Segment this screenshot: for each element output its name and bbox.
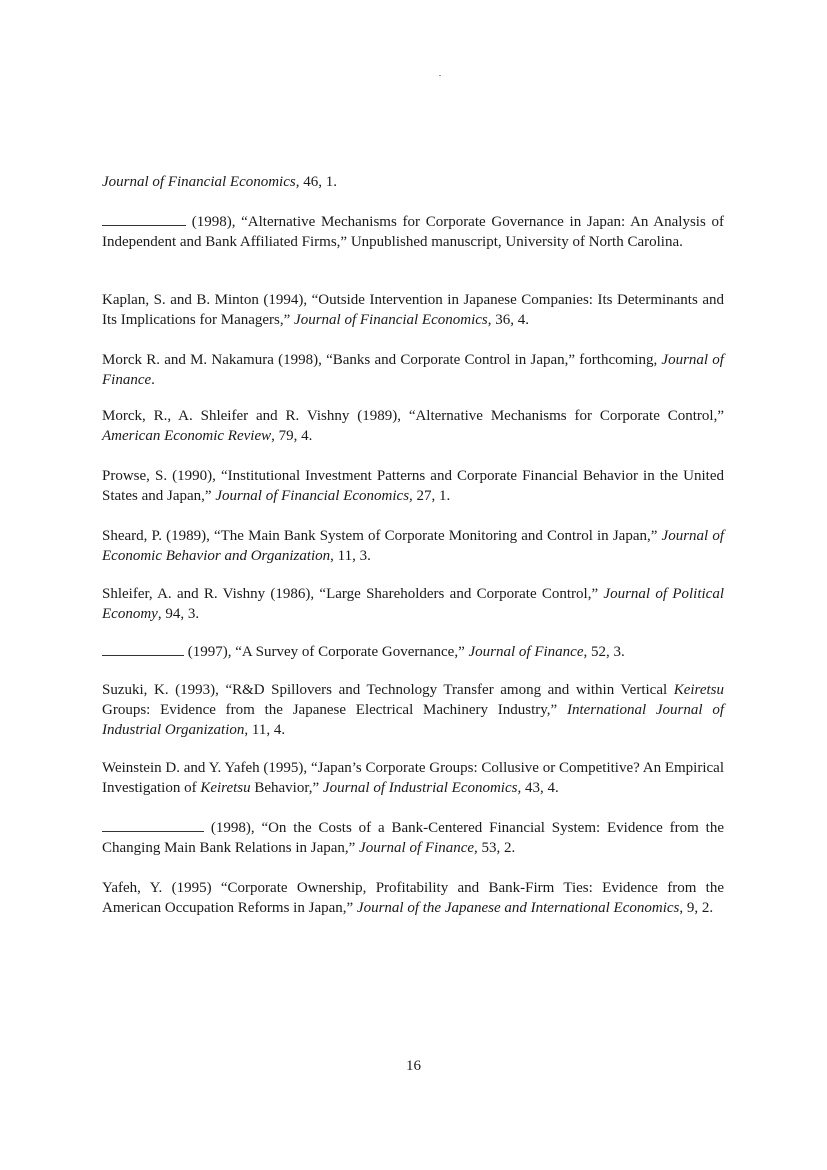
reference-entry — [102, 878, 724, 918]
reference-journal-title: American Economic Review — [102, 428, 272, 444]
reference-journal-title: International Journal of Industrial Organization — [102, 702, 724, 738]
reference-text: , 9, 2. — [679, 900, 714, 916]
reference-journal-title: Journal of Financial Economics — [294, 312, 488, 328]
reference-text: Behavior,” — [250, 780, 323, 796]
reference-text: Suzuki, K. (1993), “R&D Spillovers and Technology Transfer among and within Vertical — [102, 682, 674, 698]
reference-entry — [102, 406, 724, 446]
reference-journal-title: Journal of Industrial Economics — [322, 780, 518, 796]
reference-text: Morck, R., A. Shleifer and R. Vishny (1989), “Alternative Mechanisms for Corporate Control,” — [102, 408, 724, 424]
reference-text: Groups: Evidence from the Japanese Electrical Machinery Industry,” — [102, 702, 567, 718]
reference-text: , 11, 3. — [330, 548, 371, 564]
reference-text: Morck R. and M. Nakamura (1998), “Banks and Corporate Control in Japan,” forthcoming, — [102, 352, 662, 368]
scan-artifact — [439, 75, 441, 76]
reference-entry — [102, 758, 724, 798]
reference-journal-title: Journal of Financial Economics — [215, 488, 410, 504]
reference-entry — [102, 526, 724, 566]
reference-entry — [102, 350, 724, 390]
reference-journal-title: Journal of Finance — [468, 644, 584, 660]
reference-text: , 36, 4. — [487, 312, 529, 328]
reference-text: Prowse, S. (1990), “Institutional Investment Patterns and Corporate Financial Behavior in the United States and Japan,” — [102, 468, 724, 504]
reference-text: , 79, 4. — [271, 428, 313, 444]
reference-text: Shleifer, A. and R. Vishny (1986), “Large Shareholders and Corporate Control,” — [102, 586, 604, 602]
reference-text: , 27, 1. — [409, 488, 451, 504]
reference-journal-title: Journal of Financial Economics — [102, 174, 296, 190]
reference-text: Kaplan, S. and B. Minton (1994), “Outside Intervention in Japanese Companies: Its Determinants and Its Implications for Managers,” — [102, 292, 724, 328]
reference-entry — [102, 680, 724, 740]
reference-journal-title: Journal of the Japanese and International Economics — [356, 900, 680, 916]
reference-text: , 46, 1. — [295, 174, 337, 190]
reference-journal-title: Journal of Economic Behavior and Organization — [102, 528, 724, 564]
reference-text: (1998), “Alternative Mechanisms for Corporate Governance in Japan: An Analysis of Independent and Bank Affiliated Firms,” Unpublished manuscript, University of North Carolina. — [102, 214, 724, 250]
reference-entry — [102, 290, 724, 330]
reference-journal-title: Journal of Finance — [359, 840, 475, 856]
reference-text: , 94, 3. — [157, 606, 200, 622]
page-number: 16 — [406, 1058, 421, 1074]
reference-entry — [102, 642, 724, 662]
reference-text: , 43, 4. — [517, 780, 559, 796]
reference-journal-title: Journal of Political Economy — [102, 586, 724, 622]
reference-journal-title: Keiretsu — [673, 682, 724, 698]
author-repeat-dash — [102, 819, 204, 832]
reference-journal-title: Keiretsu — [200, 780, 251, 796]
author-repeat-dash — [102, 643, 184, 656]
reference-text: (1997), “A Survey of Corporate Governance,” — [184, 644, 469, 660]
author-repeat-dash — [102, 213, 186, 226]
reference-text: (1998), “On the Costs of a Bank-Centered Financial System: Evidence from the Changing Main Bank Relations in Japan,” — [102, 820, 724, 856]
reference-text: . — [151, 372, 155, 388]
reference-text: , 53, 2. — [474, 840, 516, 856]
reference-entry — [102, 172, 724, 192]
reference-text: Weinstein D. and Y. Yafeh (1995), “Japan’s Corporate Groups: Collusive or Competitive? An Empirical Investigation of — [102, 760, 724, 796]
reference-entry — [102, 466, 724, 506]
reference-entry — [102, 818, 724, 858]
reference-text: Sheard, P. (1989), “The Main Bank System of Corporate Monitoring and Control in Japan,” — [102, 528, 662, 544]
reference-entry — [102, 584, 724, 624]
reference-entry — [102, 212, 724, 252]
reference-text: , 11, 4. — [244, 722, 286, 738]
reference-text: Yafeh, Y. (1995) “Corporate Ownership, Profitability and Bank-Firm Ties: Evidence from the American Occupation Reforms in Japan,” — [102, 880, 724, 916]
reference-journal-title: Journal of Finance — [102, 352, 724, 388]
reference-text: , 52, 3. — [583, 644, 625, 660]
